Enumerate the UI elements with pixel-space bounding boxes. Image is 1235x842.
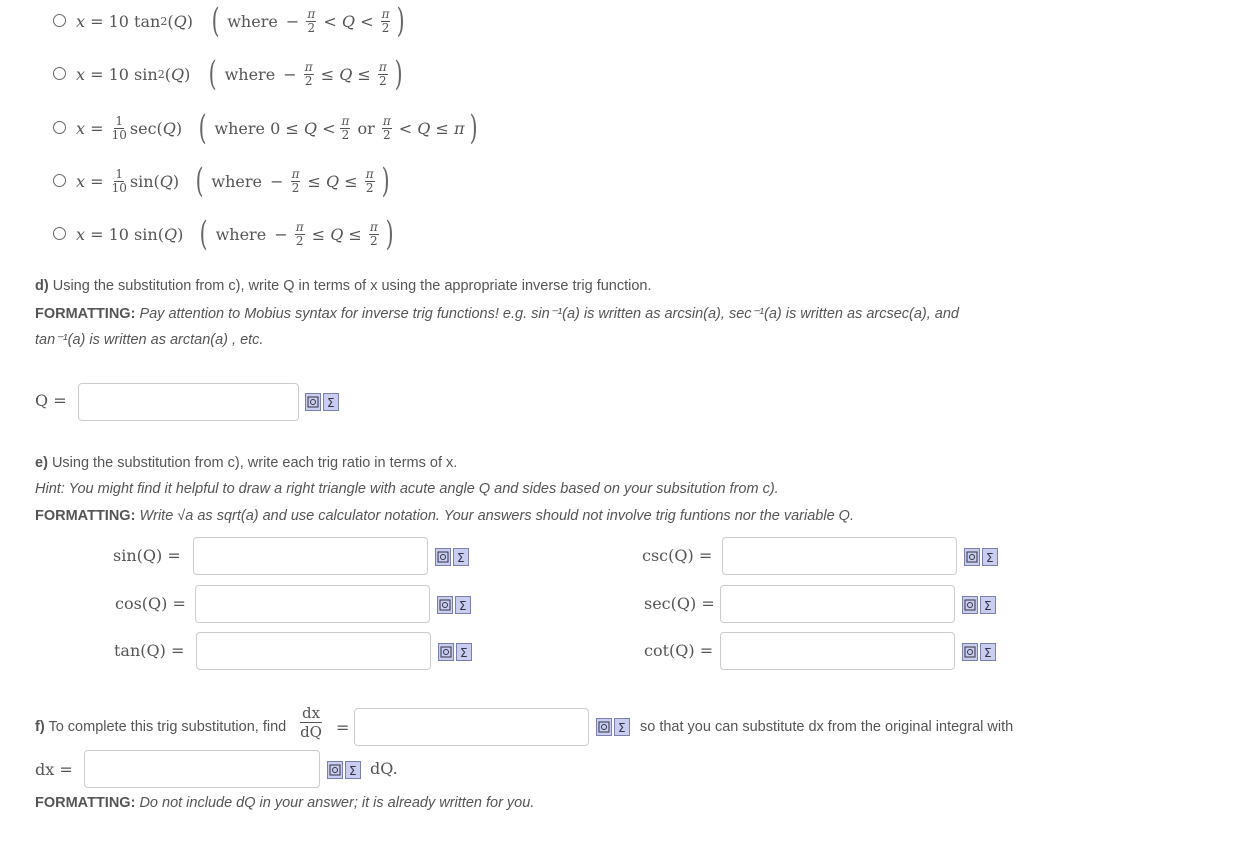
- option-radio-1[interactable]: [53, 14, 66, 27]
- equation-editor-icon[interactable]: [980, 596, 996, 614]
- cos-icons: [437, 596, 471, 614]
- option-radio-3[interactable]: [53, 121, 66, 134]
- preview-icon[interactable]: [964, 548, 980, 566]
- dx-icons: [327, 761, 361, 779]
- preview-icon[interactable]: [962, 596, 978, 614]
- dx-dq-icons: [596, 718, 630, 736]
- part-e-label: e): [35, 455, 48, 471]
- part-d-question: [35, 278, 652, 294]
- part-e-formatting-label: FORMATTING:: [35, 508, 136, 524]
- svg-text:Σ: Σ: [460, 646, 468, 660]
- fraction-denominator: dQ: [300, 723, 322, 741]
- tan-label: tan(Q) =: [114, 641, 185, 660]
- equation-editor-icon[interactable]: [453, 548, 469, 566]
- svg-text:Σ: Σ: [618, 721, 626, 735]
- preview-icon[interactable]: [327, 761, 343, 779]
- svg-text:Σ: Σ: [457, 551, 465, 565]
- cot-label: cot(Q) =: [644, 641, 714, 660]
- csc-label: csc(Q) =: [642, 546, 713, 565]
- part-d-label: d): [35, 278, 49, 294]
- option-5: x = 10 sin( Q ) ( where − $\frac{\pi}{2}$ ≤ Q ≤ $\frac{\pi}{2}$ ): [76, 214, 394, 254]
- csc-input[interactable]: [722, 537, 957, 575]
- part-f-formatting-label: FORMATTING:: [35, 795, 136, 811]
- equation-editor-icon[interactable]: [455, 596, 471, 614]
- sin-input[interactable]: [193, 537, 428, 575]
- part-d-text: Using the substitution from c), write Q in terms of x using the appropriate inverse trig function.: [52, 278, 652, 294]
- tan-input[interactable]: [196, 632, 431, 670]
- tan-icons: [438, 643, 472, 661]
- part-e-question: [35, 455, 457, 471]
- equation-editor-icon[interactable]: [982, 548, 998, 566]
- svg-text:Σ: Σ: [459, 599, 467, 613]
- option-4: x = $\frac{1}{10}$ sin( Q ) ( where − $\frac{\pi}{2}$ ≤ Q ≤ $\frac{\pi}{2}$ ): [76, 161, 390, 201]
- part-e-text: Using the substitution from c), write each trig ratio in terms of x.: [51, 455, 458, 471]
- dx-input[interactable]: [84, 750, 320, 788]
- svg-text:Σ: Σ: [984, 599, 992, 613]
- sec-label: sec(Q) =: [644, 594, 715, 613]
- sin-label: sin(Q) =: [113, 546, 181, 565]
- dx-dq-input[interactable]: [354, 708, 589, 746]
- preview-icon[interactable]: [435, 548, 451, 566]
- cot-icons: [962, 643, 996, 661]
- fraction-numerator: dx: [302, 704, 321, 722]
- part-f-formatting-text: Do not include dQ in your answer; it is already written for you.: [139, 795, 535, 811]
- sec-icons: [962, 596, 996, 614]
- dq-suffix: dQ.: [370, 759, 398, 778]
- part-f-label: f): [35, 719, 45, 735]
- preview-icon[interactable]: [305, 393, 321, 411]
- cos-input[interactable]: [195, 585, 430, 623]
- part-d-formatting-line2: tan⁻¹(a) is written as arctan(a) , etc.: [35, 332, 264, 348]
- q-answer-icons: [305, 393, 339, 411]
- option-2: x = 10 sin 2 ( Q ) ( where − $\frac{\pi}{2}$ ≤ Q ≤ $\frac{\pi}{2}$ ): [76, 54, 403, 94]
- preview-icon[interactable]: [962, 643, 978, 661]
- equation-editor-icon[interactable]: [323, 393, 339, 411]
- part-e-hint: Hint: You might find it helpful to draw a right triangle with acute angle Q and sides based on your subsitution from c).: [35, 481, 779, 497]
- part-d-formatting-line1: Pay attention to Mobius syntax for inverse trig functions! e.g. sin⁻¹(a) is written as arcsin(a), sec⁻¹(a) is written as arcsec(a), and: [139, 306, 959, 322]
- q-answer-input[interactable]: [78, 383, 299, 421]
- option-radio-2[interactable]: [53, 67, 66, 80]
- equation-editor-icon[interactable]: [980, 643, 996, 661]
- svg-text:Σ: Σ: [984, 646, 992, 660]
- csc-icons: [964, 548, 998, 566]
- part-d-formatting: [35, 306, 959, 322]
- svg-text:Σ: Σ: [327, 396, 335, 410]
- equation-editor-icon[interactable]: [345, 761, 361, 779]
- cot-input[interactable]: [720, 632, 955, 670]
- option-radio-5[interactable]: [53, 227, 66, 240]
- sin-icons: [435, 548, 469, 566]
- part-e-formatting: [35, 508, 854, 524]
- dx-dq-fraction: [300, 704, 322, 741]
- equals-sign: =: [336, 718, 350, 737]
- part-f-text-after: so that you can substitute dx from the original integral with: [640, 719, 1014, 735]
- sec-input[interactable]: [720, 585, 955, 623]
- preview-icon[interactable]: [437, 596, 453, 614]
- dx-label: dx =: [35, 760, 73, 779]
- q-answer-label: Q =: [35, 391, 67, 410]
- part-f-text-before: To complete this trig substitution, find: [48, 719, 287, 735]
- equation-editor-icon[interactable]: [456, 643, 472, 661]
- svg-text:Σ: Σ: [986, 551, 994, 565]
- cos-label: cos(Q) =: [115, 594, 186, 613]
- option-radio-4[interactable]: [53, 174, 66, 187]
- preview-icon[interactable]: [596, 718, 612, 736]
- option-3: x = $\frac{1}{10}$ sec( Q ) ( where 0 ≤ Q < $\frac{\pi}{2}$ or $\frac{\pi}{2}$ < Q ≤ π ): [76, 108, 478, 148]
- part-f-question: [35, 719, 286, 735]
- equation-editor-icon[interactable]: [614, 718, 630, 736]
- part-e-formatting-text: Write √a as sqrt(a) and use calculator notation. Your answers should not involve trig funtions nor the variable Q.: [139, 508, 854, 524]
- part-d-formatting-label: FORMATTING:: [35, 306, 136, 322]
- preview-icon[interactable]: [438, 643, 454, 661]
- svg-text:Σ: Σ: [349, 764, 357, 778]
- option-1: x = 10 tan 2 ( Q ) ( where − $\frac{\pi}{2}$ < Q < $\frac{\pi}{2}$ ): [76, 1, 406, 41]
- part-f-formatting: [35, 795, 534, 811]
